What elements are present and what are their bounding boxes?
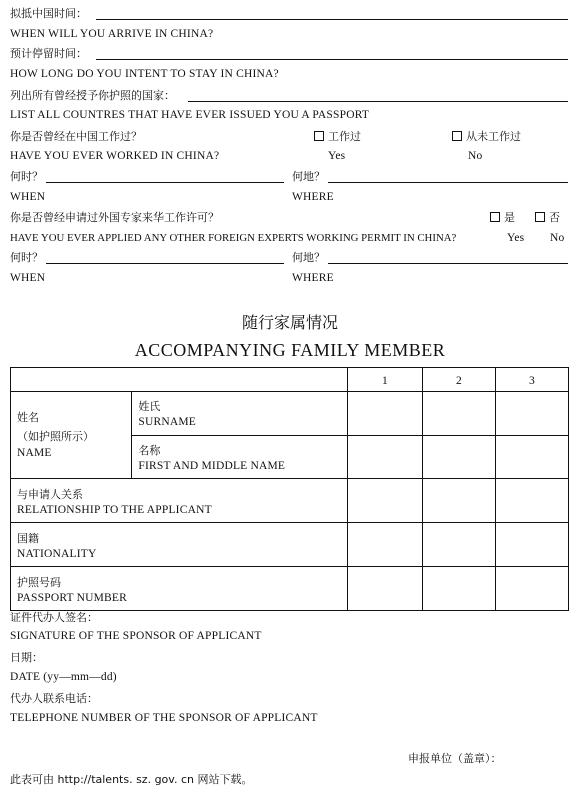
permit-yes-option[interactable]: 是 — [490, 212, 515, 223]
download-note: 此表可由 http://talents. sz. gov. cn 网站下载。 — [10, 773, 253, 786]
sponsor-phone-cn: 代办人联系电话： — [10, 692, 98, 705]
sponsor-signature-cn: 证件代办人签名： — [10, 611, 98, 624]
checkbox-icon[interactable] — [490, 212, 500, 222]
worked-where-input-line[interactable] — [328, 182, 568, 183]
sponsor-phone-en: TELEPHONE NUMBER OF THE SPONSOR OF APPLICANT — [10, 712, 318, 724]
given-name-cell-2[interactable] — [423, 436, 496, 479]
permit-label-cn: 你是否曾经申请过外国专家来华工作许可？ — [10, 211, 219, 224]
surname-cell-1[interactable] — [348, 392, 423, 436]
worked-yes-en: Yes — [328, 150, 346, 162]
relationship-cell-2[interactable] — [423, 479, 496, 523]
column-header: 3 — [496, 368, 569, 392]
arrival-label-en: WHEN WILL YOU ARRIVE IN CHINA? — [10, 28, 214, 40]
checkbox-icon[interactable] — [314, 131, 324, 141]
passport-number-cell-2[interactable] — [423, 567, 496, 611]
nationality-cell-1[interactable] — [348, 523, 423, 567]
given-name-label: 名称 FIRST AND MIDDLE NAME — [132, 436, 348, 479]
nationality-label: 国籍 NATIONALITY — [11, 523, 348, 567]
relationship-cell-3[interactable] — [496, 479, 569, 523]
permit-where-en: WHERE — [292, 272, 334, 284]
worked-when-en: WHEN — [10, 191, 46, 203]
permit-no-en: No — [550, 232, 565, 244]
column-header: 1 — [348, 368, 423, 392]
date-label-en: DATE (yy—mm—dd) — [10, 671, 117, 683]
stay-label-en: HOW LONG DO YOU INTENT TO STAY IN CHINA? — [10, 68, 279, 80]
column-header: 2 — [423, 368, 496, 392]
surname-label: 姓氏 SURNAME — [132, 392, 348, 436]
permit-where-input-line[interactable] — [328, 263, 568, 264]
permit-when-input-line[interactable] — [46, 263, 284, 264]
family-table — [10, 367, 569, 611]
worked-yes-option[interactable]: 工作过 — [314, 131, 361, 142]
surname-cell-2[interactable] — [423, 392, 496, 436]
countries-label-en: LIST ALL COUNTRES THAT HAVE EVER ISSUED YOU A PASSPORT — [10, 109, 370, 121]
passport-number-cell-3[interactable] — [496, 567, 569, 611]
table-header-blank — [11, 368, 348, 392]
permit-when-cn: 何时？ — [10, 251, 43, 264]
date-label-cn: 日期： — [10, 651, 43, 664]
family-title-cn: 随行家属情况 — [241, 313, 338, 332]
given-name-cell-1[interactable] — [348, 436, 423, 479]
relationship-cell-1[interactable] — [348, 479, 423, 523]
countries-input-line[interactable] — [188, 101, 568, 102]
nationality-cell-2[interactable] — [423, 523, 496, 567]
passport-number-label: 护照号码 PASSPORT NUMBER — [11, 567, 348, 611]
nationality-cell-3[interactable] — [496, 523, 569, 567]
worked-no-en: No — [468, 150, 483, 162]
checkbox-icon[interactable] — [535, 212, 545, 222]
stamp-label: 申报单位（盖章）： — [408, 752, 502, 765]
worked-when-input-line[interactable] — [46, 182, 284, 183]
arrival-input-line[interactable] — [96, 19, 568, 20]
permit-label-en: HAVE YOU EVER APPLIED ANY OTHER FOREIGN EXPERTS WORKING PERMIT IN CHINA? — [10, 232, 457, 244]
worked-where-cn: 何地？ — [292, 170, 325, 183]
countries-label-cn: 列出所有曾经授予你护照的国家： — [10, 89, 175, 102]
worked-where-en: WHERE — [292, 191, 334, 203]
arrival-label-cn: 拟抵中国时间： — [10, 7, 87, 20]
relationship-label: 与申请人关系 RELATIONSHIP TO THE APPLICANT — [11, 479, 348, 523]
checkbox-icon[interactable] — [452, 131, 462, 141]
permit-yes-en: Yes — [507, 232, 525, 244]
stay-label-cn: 预计停留时间： — [10, 47, 87, 60]
worked-label-cn: 你是否曾经在中国工作过？ — [10, 130, 142, 143]
worked-no-option[interactable]: 从未工作过 — [452, 131, 521, 142]
passport-number-cell-1[interactable] — [348, 567, 423, 611]
permit-where-cn: 何地？ — [292, 251, 325, 264]
worked-label-en: HAVE YOU EVER WORKED IN CHINA? — [10, 150, 220, 162]
given-name-cell-3[interactable] — [496, 436, 569, 479]
worked-when-cn: 何时？ — [10, 170, 43, 183]
sponsor-signature-en: SIGNATURE OF THE SPONSOR OF APPLICANT — [10, 630, 262, 642]
stay-input-line[interactable] — [96, 59, 568, 60]
name-row-label: 姓名 （如护照所示） NAME — [11, 392, 132, 479]
surname-cell-3[interactable] — [496, 392, 569, 436]
permit-no-option[interactable]: 否 — [535, 212, 560, 223]
permit-when-en: WHEN — [10, 272, 46, 284]
family-title-en: ACCOMPANYING FAMILY MEMBER — [134, 340, 446, 360]
